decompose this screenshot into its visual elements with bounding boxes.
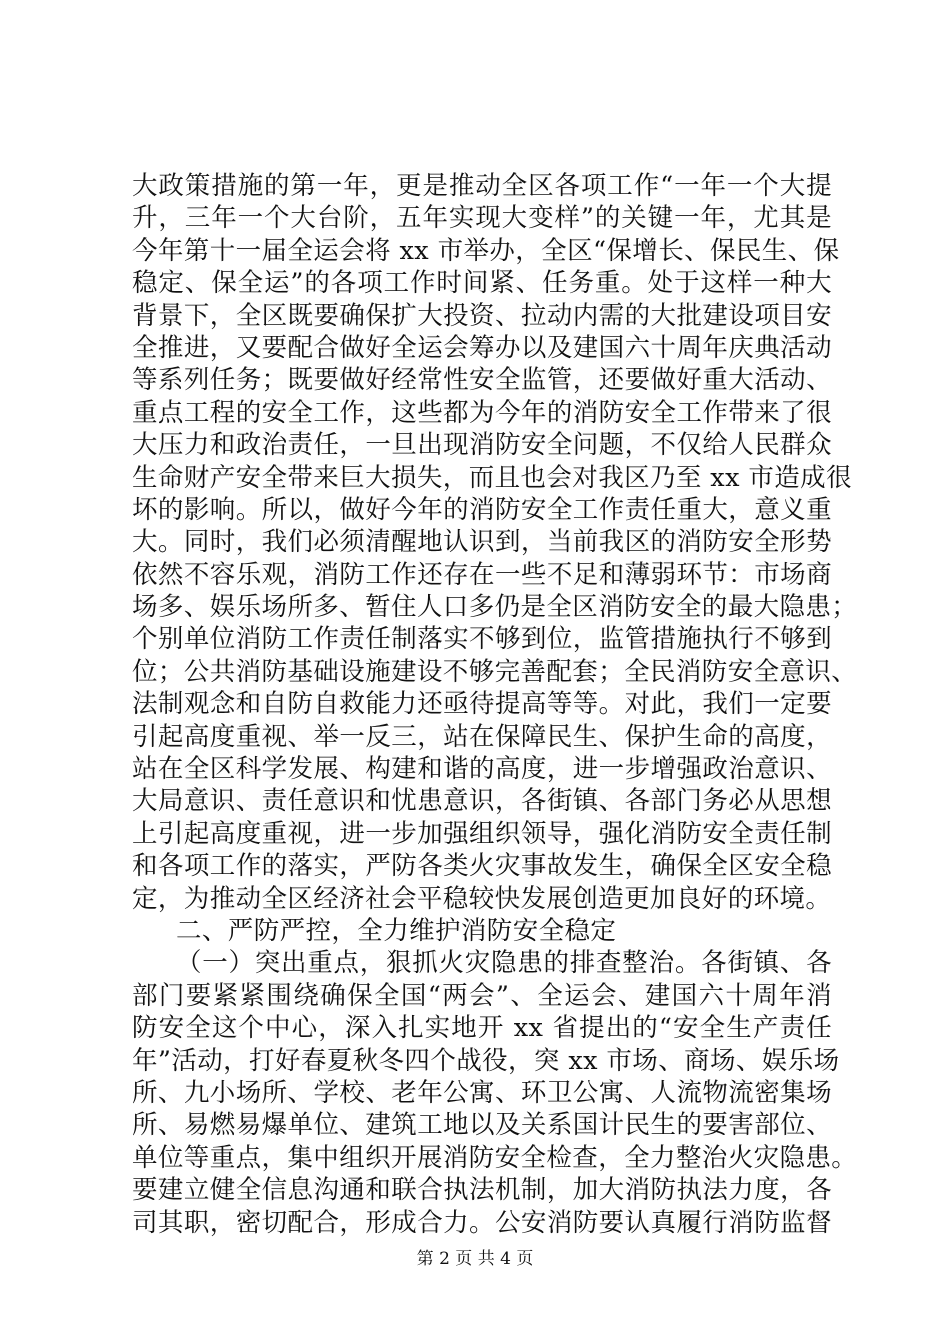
- text-line: 引起高度重视、举一反三，站在保障民生、保护生命的高度，: [132, 721, 832, 752]
- text-line: 大政策措施的第一年，更是推动全区各项工作“一年一个大提: [132, 171, 832, 201]
- text-line: 定，为推动全区经济社会平稳较快发展创造更加良好的环境。: [132, 883, 832, 914]
- text-line: 司其职，密切配合，形成合力。公安消防要认真履行消防监督: [132, 1207, 832, 1238]
- text-line: 个别单位消防工作责任制落实不够到位，监管措施执行不够到: [132, 624, 832, 655]
- text-line: 今年第十一届全运会将 xx 市举办，全区“保增长、保民生、保: [132, 235, 840, 266]
- text-line: 要建立健全信息沟通和联合执法机制，加大消防执法力度，各: [132, 1175, 832, 1206]
- text-line: 防安全这个中心，深入扎实地开 xx 省提出的“安全生产责任: [132, 1013, 832, 1044]
- section-heading: 二、严防严控，全力维护消防安全稳定: [176, 915, 617, 946]
- text-line: 部门要紧紧围绕确保全国“两会”、全运会、建国六十周年消: [132, 980, 832, 1011]
- text-line: 生命财产安全带来巨大损失，而且也会对我区乃至 xx 市造成很: [132, 462, 852, 493]
- text-line: 坏的影响。所以，做好今年的消防安全工作责任重大，意义重: [132, 494, 832, 525]
- text-line: 背景下，全区既要确保扩大投资、拉动内需的大批建设项目安: [132, 300, 832, 331]
- text-line: 场多、娱乐场所多、暂住人口多仍是全区消防安全的最大隐患；: [132, 592, 858, 623]
- text-line: 等系列任务；既要做好经常性安全监管，还要做好重大活动、: [132, 365, 832, 396]
- text-line: 位；公共消防基础设施建设不够完善配套；全民消防安全意识、: [132, 656, 858, 687]
- page-footer: [0, 1244, 950, 1269]
- text-line: 上引起高度重视，进一步加强组织领导，强化消防安全责任制: [132, 818, 832, 849]
- text-line: 全推进，又要配合做好全运会筹办以及建国六十周年庆典活动: [132, 332, 832, 363]
- document-body: [132, 170, 858, 1239]
- text-line: 重点工程的安全工作，这些都为今年的消防安全工作带来了很: [132, 397, 832, 428]
- text-line: 大压力和政治责任，一旦出现消防安全问题，不仅给人民群众: [132, 430, 832, 461]
- text-line: 站在全区科学发展、构建和谐的高度，进一步增强政治意识、: [132, 754, 832, 785]
- text-line: （一）突出重点，狠抓火灾隐患的排查整治。各街镇、各: [176, 948, 832, 979]
- text-line: 所、易燃易爆单位、建筑工地以及关系国计民生的要害部位、: [132, 1110, 832, 1141]
- text-line: 年”活动，打好春夏秋冬四个战役，突 xx 市场、商场、娱乐场: [132, 1045, 840, 1076]
- text-line: 法制观念和自防自救能力还亟待提高等等。对此，我们一定要: [132, 689, 832, 720]
- text-line: 单位等重点，集中组织开展消防安全检查，全力整治火灾隐患。: [132, 1142, 858, 1173]
- text-line: 大局意识、责任意识和忧患意识，各街镇、各部门务必从思想: [132, 786, 832, 817]
- text-line: 大。同时，我们必须清醒地认识到，当前我区的消防安全形势: [132, 527, 832, 558]
- text-line: 升，三年一个大台阶，五年实现大变样”的关键一年，尤其是: [132, 203, 832, 234]
- page-number-label: 第 2 页 共 4 页: [416, 1249, 534, 1269]
- text-line: 稳定、保全运”的各项工作时间紧、任务重。处于这样一种大: [132, 268, 832, 299]
- text-line: 和各项工作的落实，严防各类火灾事故发生，确保全区安全稳: [132, 851, 832, 882]
- text-line: 依然不容乐观，消防工作还存在一些不足和薄弱环节：市场商: [132, 559, 832, 590]
- text-line: 所、九小场所、学校、老年公寓、环卫公寓、人流物流密集场: [132, 1077, 832, 1108]
